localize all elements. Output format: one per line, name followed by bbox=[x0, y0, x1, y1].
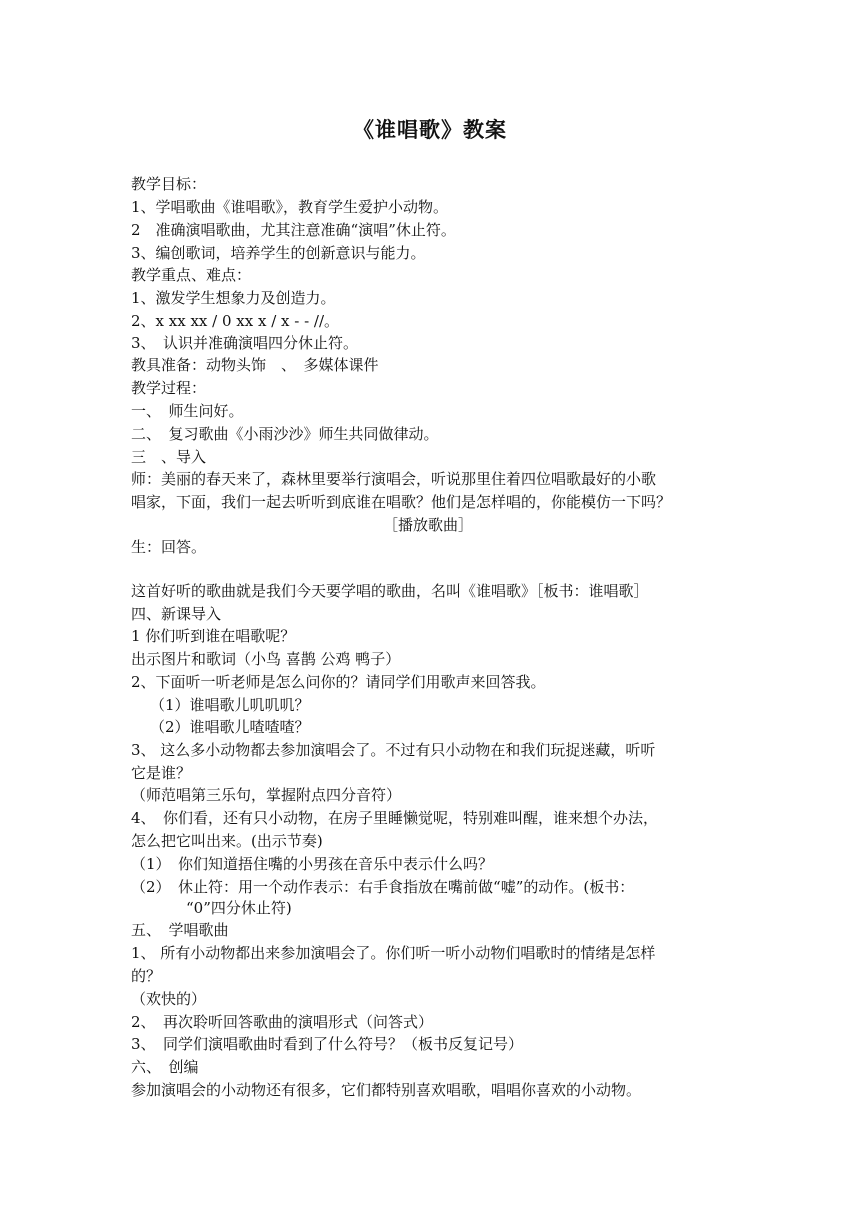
sleeping-animal-line-1: 4、 你们看，还有只小动物，在房子里睡懒觉呢，特别难叫醒，谁来想个办法， bbox=[131, 809, 659, 827]
step-5-learn-song-heading: 五、 学唱歌曲 bbox=[131, 921, 229, 939]
step-6-create-heading: 六、 创编 bbox=[131, 1058, 199, 1076]
heading-key-points: 教学重点、难点： bbox=[131, 266, 252, 284]
teacher-demo-line: （师范唱第三乐句，掌握附点四分音符） bbox=[131, 786, 402, 804]
create-description: 参加演唱会的小动物还有很多，它们都特别喜欢唱歌，唱唱你喜欢的小动物。 bbox=[131, 1081, 642, 1099]
goal-item-2: 2 准确演唱歌曲，尤其注意准确“演唱”休止符。 bbox=[131, 221, 456, 239]
hide-and-seek-line-2: 它是谁？ bbox=[131, 764, 192, 782]
learn-song-item-1-line-2: 的？ bbox=[131, 967, 162, 985]
rest-symbol-note: “0”四分休止符) bbox=[186, 899, 292, 917]
step-4-new-lesson-heading: 四、新课导入 bbox=[131, 605, 222, 623]
rest-question-2: （2） 休止符：用一个动作表示：右手食指放在嘴前做“嘘”的动作。(板书： bbox=[131, 878, 635, 896]
mood-answer: （欢快的） bbox=[131, 990, 207, 1008]
listen-teacher-line: 2、下面听一听老师是怎么问你的？请同学们用歌声来回答我。 bbox=[131, 673, 546, 691]
question-who-sings: 1 你们听到谁在唱歌呢？ bbox=[131, 627, 296, 645]
teacher-intro-line-2: 唱家，下面，我们一起去听听到底谁在唱歌？他们是怎样唱的，你能模仿一下吗？ bbox=[131, 493, 672, 511]
step-1-greeting: 一、 师生问好。 bbox=[131, 402, 244, 420]
sub-question-2: （2）谁唱歌儿喳喳喳？ bbox=[150, 718, 310, 736]
show-pictures-line: 出示图片和歌词（小鸟 喜鹊 公鸡 鸭子） bbox=[131, 650, 401, 668]
teaching-aids: 教具准备：动物头饰 、 多媒体课件 bbox=[131, 356, 379, 374]
heading-teaching-process: 教学过程： bbox=[131, 379, 207, 397]
student-answer: 生：回答。 bbox=[131, 538, 207, 556]
step-2-review: 二、 复习歌曲《小雨沙沙》师生共同做律动。 bbox=[131, 425, 439, 443]
key-point-2-rhythm: 2、x xx xx / 0 xx x / x - - //。 bbox=[131, 312, 340, 330]
sub-question-1: （1）谁唱歌儿叽叽叽？ bbox=[150, 696, 310, 714]
goal-item-1: 1、学唱歌曲《谁唱歌》，教育学生爱护小动物。 bbox=[131, 198, 449, 216]
key-point-3: 3、 认识并准确演唱四分休止符。 bbox=[131, 334, 359, 352]
document-title: 《谁唱歌》教案 bbox=[353, 118, 507, 142]
song-intro-line: 这首好听的歌曲就是我们今天要学唱的歌曲，名叫《谁唱歌》［板书：谁唱歌］ bbox=[131, 582, 649, 600]
teacher-intro-line-1: 师：美丽的春天来了，森林里要举行演唱会，听说那里住着四位唱歌最好的小歌 bbox=[131, 470, 657, 488]
learn-song-item-3: 3、 同学们演唱歌曲时看到了什么符号？（板书反复记号） bbox=[131, 1035, 524, 1053]
heading-teaching-goals: 教学目标： bbox=[131, 175, 207, 193]
rest-question-1: （1） 你们知道捂住嘴的小男孩在音乐中表示什么吗？ bbox=[131, 855, 494, 873]
play-song-note: ［播放歌曲］ bbox=[383, 516, 474, 534]
learn-song-item-2: 2、 再次聆听回答歌曲的演唱形式（问答式） bbox=[131, 1013, 434, 1031]
step-3-intro-heading: 三 、导入 bbox=[131, 448, 207, 466]
key-point-1: 1、激发学生想象力及创造力。 bbox=[131, 289, 336, 307]
learn-song-item-1-line-1: 1、 所有小动物都出来参加演唱会了。你们听一听小动物们唱歌时的情绪是怎样 bbox=[131, 944, 656, 962]
sleeping-animal-line-2: 怎么把它叫出来。(出示节奏) bbox=[131, 832, 323, 850]
goal-item-3: 3、编创歌词，培养学生的创新意识与能力。 bbox=[131, 244, 426, 262]
hide-and-seek-line-1: 3、 这么多小动物都去参加演唱会了。不过有只小动物在和我们玩捉迷藏，听听 bbox=[131, 741, 656, 759]
